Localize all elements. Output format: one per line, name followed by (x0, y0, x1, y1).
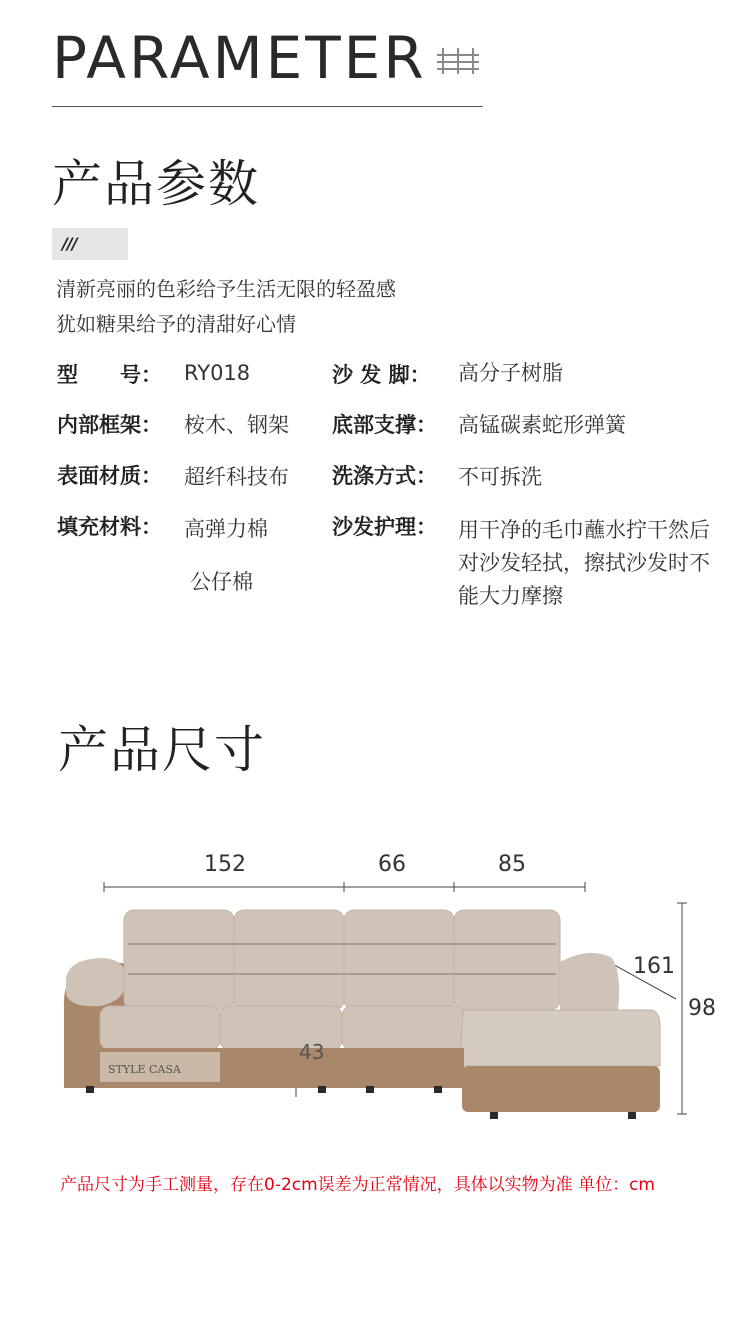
section-title-params: 产品参数 (52, 155, 260, 213)
dim-width-mid: 66 (378, 852, 406, 877)
feet-value: 高分子树脂 (458, 361, 563, 385)
dim-height: 98 (688, 996, 716, 1021)
model-value: RY018 (184, 361, 251, 385)
intro-line-2: 犹如糖果给予的清甜好心情 (56, 312, 296, 336)
measurement-note: 产品尺寸为手工测量，存在0-2cm误差为正常情况，具体以实物为准 单位：cm (60, 1175, 655, 1195)
header-divider (52, 106, 483, 107)
brand-label: STYLE CASA (108, 1063, 181, 1076)
model-label: 型 号： (57, 363, 162, 387)
frame-label: 内部框架： (57, 413, 162, 437)
dim-width-chaise: 85 (498, 852, 526, 877)
surface-value: 超纤科技布 (184, 465, 289, 489)
feet-label: 沙 发 脚： (332, 363, 431, 387)
dim-width-main: 152 (204, 852, 246, 877)
slash-marks-icon: /// (62, 234, 77, 253)
frame-value: 桉木、钢架 (184, 413, 289, 437)
filling-value-1: 高弹力棉 (184, 517, 268, 541)
page-title-en: PARAMETER (52, 24, 427, 92)
filling-label: 填充材料： (57, 515, 162, 539)
intro-line-1: 清新亮丽的色彩给予生活无限的轻盈感 (56, 277, 396, 301)
wash-label: 洗涤方式： (332, 464, 437, 488)
support-value: 高锰碳素蛇形弹簧 (458, 413, 626, 437)
support-label: 底部支撑： (332, 413, 437, 437)
care-value: 用干净的毛巾蘸水拧干然后对沙发轻拭，擦拭沙发时不能大力摩擦 (458, 518, 710, 608)
sofa-illustration (0, 870, 750, 1130)
dim-seat-height: 43 (299, 1040, 325, 1064)
wash-value: 不可拆洗 (458, 465, 542, 489)
surface-label: 表面材质： (57, 464, 162, 488)
filling-value-2: 公仔棉 (190, 570, 253, 594)
dim-chaise-length: 161 (633, 954, 675, 979)
section-title-dimensions: 产品尺寸 (58, 721, 266, 779)
care-label: 沙发护理： (332, 515, 437, 539)
decorative-plus-icon (436, 44, 480, 78)
